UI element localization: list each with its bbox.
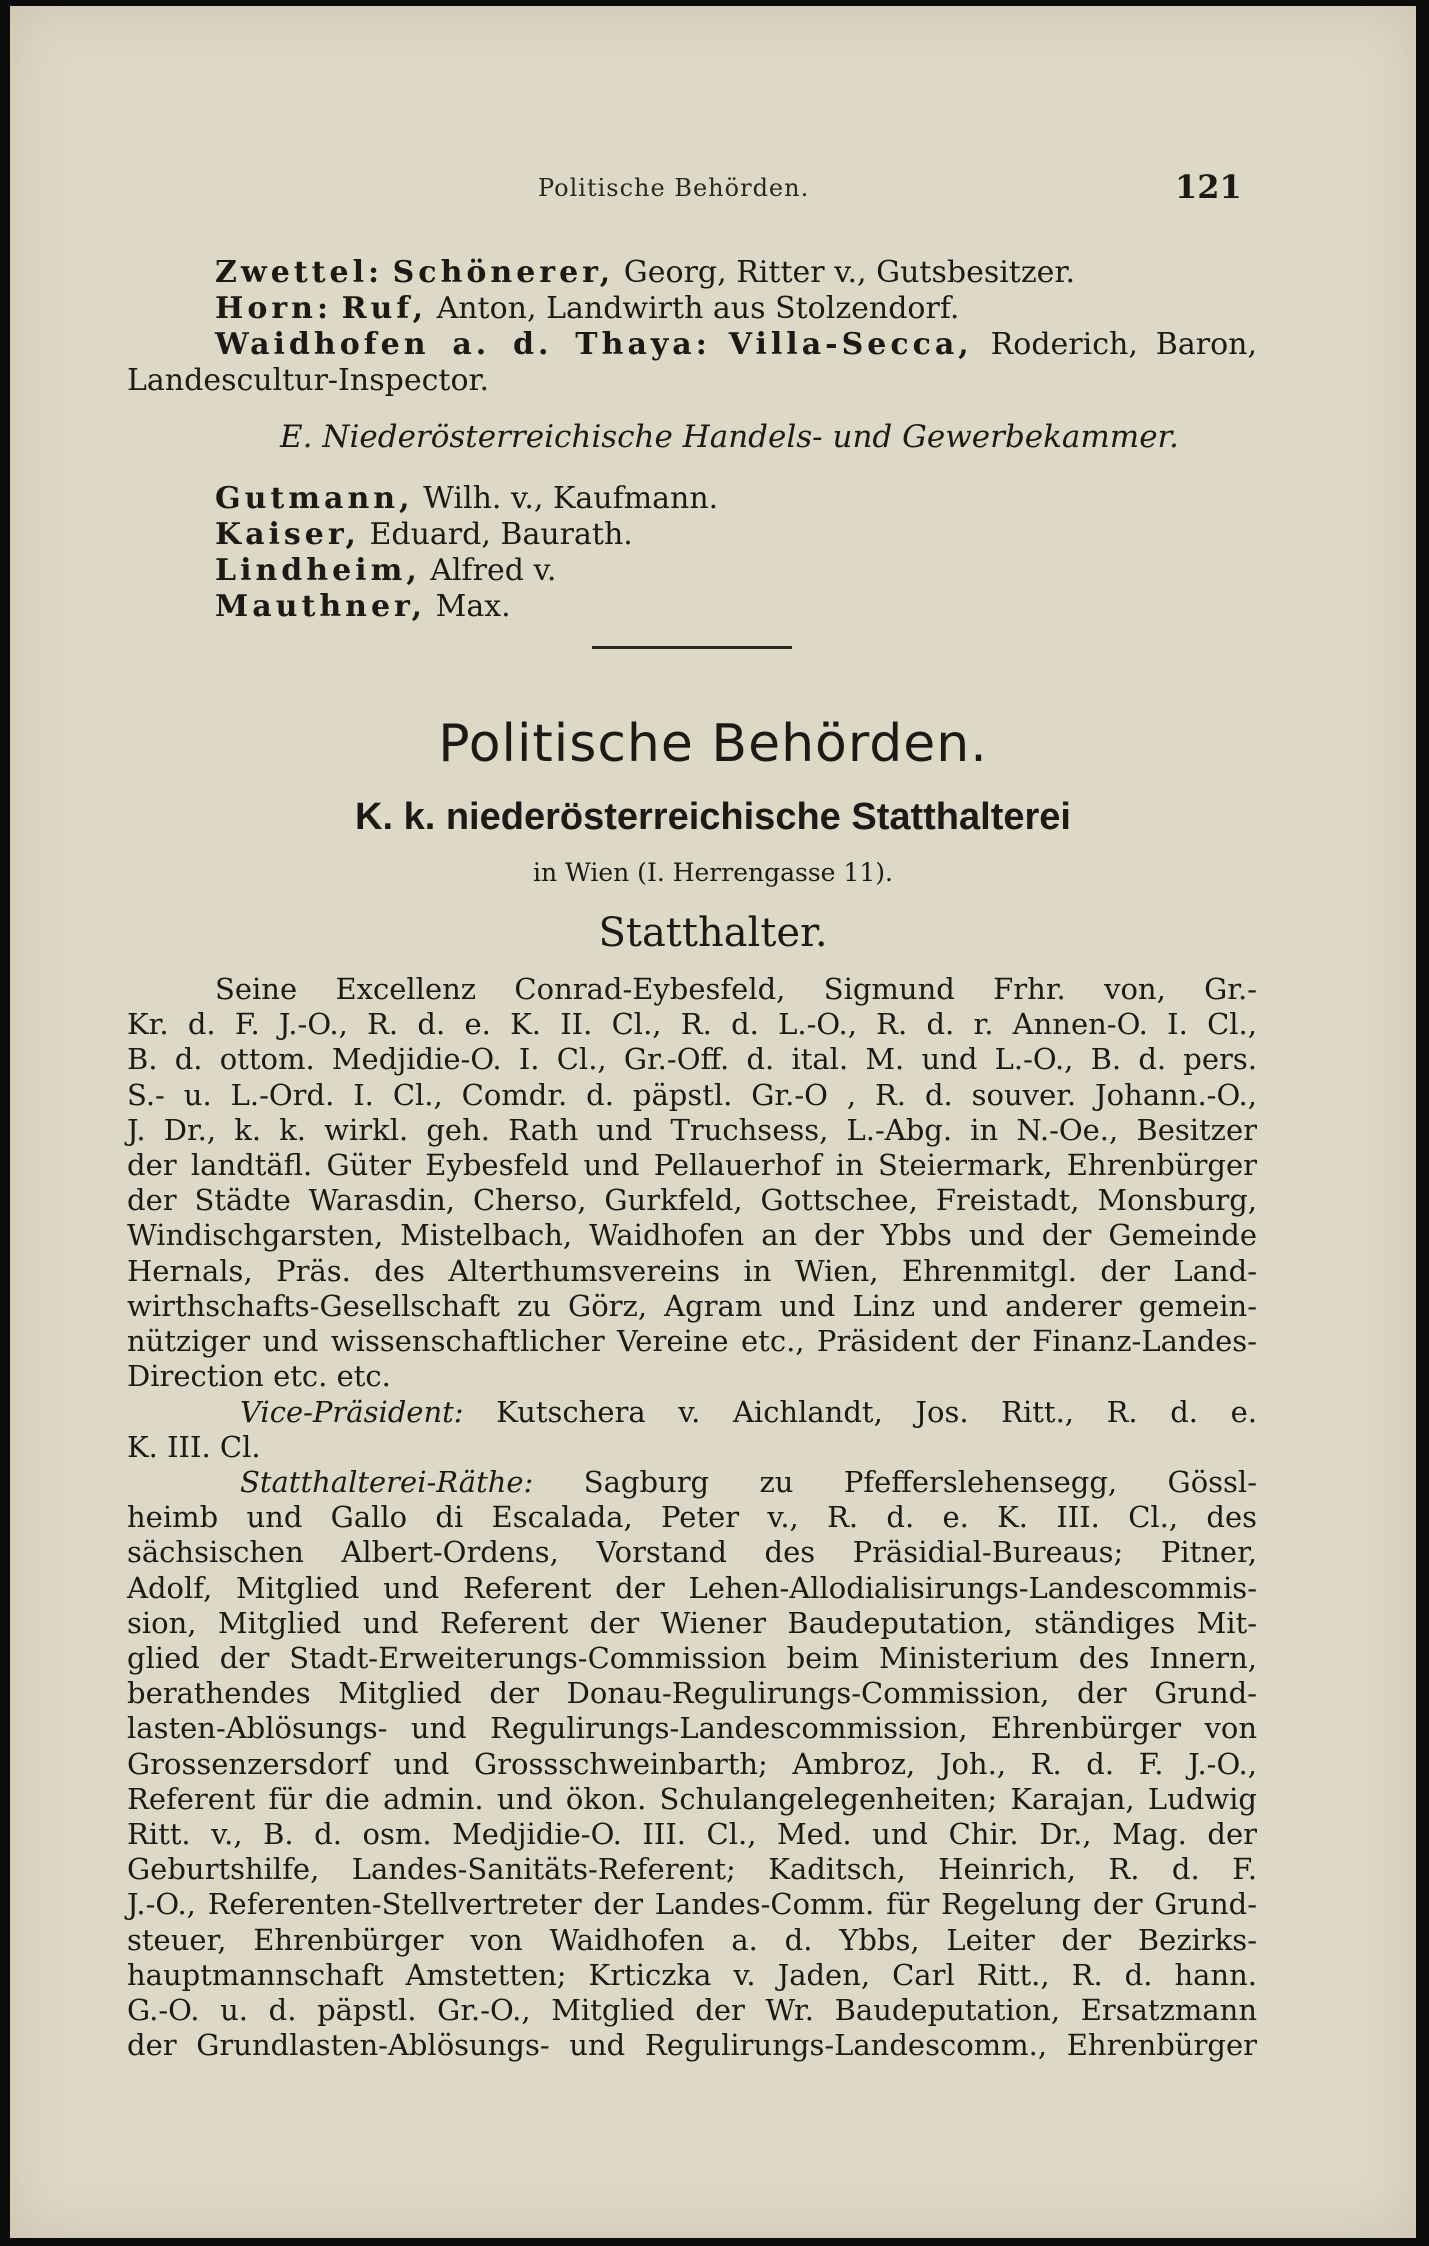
member-mauthner: Mauthner, Max. <box>215 589 511 624</box>
page-number: 121 <box>1175 168 1242 206</box>
entry-zwettel: Zwettel: Schönerer, Georg, Ritter v., Gutsbesitzer. <box>215 255 1076 290</box>
vice-praesident-paragraph: Vice-Präsident: Kutschera v. Aichlandt, Jos. Ritt., R. d. e. K. III. Cl. <box>127 1395 1257 1465</box>
entry-waidhofen-continuation: Landescultur-Inspector. <box>127 363 490 398</box>
office-heading: Statthalter. <box>598 910 828 956</box>
section-e-heading: E. Niederösterreichische Handels- und Gewerbekammer. <box>280 419 1179 455</box>
raethe-paragraph: Statthalterei-Räthe: Sagburg zu Pfefferslehensegg, Gössl- heimb und Gallo di Escalada, Peter v., R. d. e. K. III. Cl., des sächsischen Albert-Ordens, Vorstand des Präsidial-Bureaus; Pitner, Adolf, Mitglied und Referent der Lehen-Allodialisirungs-Landescommis- sion, Mitglied und Referent der Wiener Baudeputation, ständiges Mit- glied der Stadt-Erweiterungs-Commission beim Ministerium des Innern, berathendes Mitglied der Donau-Regulirungs-Commission, der Grund- lasten-Ablösungs- und Regulirungs-Landescommission, Ehrenbürger von Grossenzersdorf und Grossschweinbarth; Ambroz, Joh., R. d. F. J.-O., Referent für die admin. und ökon. Schulangelegenheiten; Karajan, Ludwig Ritt. v., B. d. osm. Medjidie-O. III. Cl., Med. und Chir. Dr., Mag. der Geburtshilfe, Landes-Sanitäts-Referent; Kaditsch, Heinrich, R. d. F. J.-O., Referenten-Stellvertreter der Landes-Comm. für Regelung der Grund- steuer, Ehrenbürger von Waidhofen a. d. Ybbs, Leiter der Bezirks- hauptmannschaft Amstetten; Krticzka v. Jaden, Carl Ritt., R. d. hann. G.-O. u. d. päpstl. Gr.-O., Mitglied der Wr. Baudeputation, Ersatzmann der Grundlasten-Ablösungs- und Regulirungs-Landescomm., Ehrenbürger <box>127 1465 1257 2063</box>
statthalter-paragraph: Seine Excellenz Conrad-Eybesfeld, Sigmund Frhr. von, Gr.- Kr. d. F. J.-O., R. d. e. K. II. Cl., R. d. L.-O., R. d. r. Annen-O. I. Cl., B. d. ottom. Medjidie-O. I. Cl., Gr.-Off. d. ital. M. und L.-O., B. d. pers. S.- u. L.-Ord. I. Cl., Comdr. d. päpstl. Gr.-O , R. d. souver. Johann.-O., J. Dr., k. k. wirkl. geh. Rath und Truchsess, L.-Abg. in N.-Oe., Besitzer der landtäfl. Güter Eybesfeld und Pellauerhof in Steiermark, Ehrenbürger der Städte Warasdin, Cherso, Gurkfeld, Gottschee, Freistadt, Monsburg, Windischgarsten, Mistelbach, Waidhofen an der Ybbs und der Gemeinde Hernals, Präs. des Alterthumsvereins in Wien, Ehrenmitgl. der Land- wirthschafts-Gesellschaft zu Görz, Agram und Linz und anderer gemein- nütziger und wissenschaftlicher Vereine etc., Präsident der Finanz-Landes- Direction etc. etc. <box>127 972 1257 1394</box>
section-divider <box>592 646 792 649</box>
location-line: in Wien (I. Herrengasse 11). <box>533 858 893 887</box>
member-lindheim: Lindheim, Alfred v. <box>215 553 557 588</box>
main-title: Politische Behörden. <box>438 714 988 774</box>
running-header: Politische Behörden. <box>538 174 810 202</box>
book-page <box>10 6 1416 2238</box>
sub-title: K. k. niederösterreichische Statthalterei <box>355 796 1071 838</box>
entry-waidhofen: Waidhofen a. d. Thaya: Villa-Secca, Roderich, Baron, <box>215 327 1257 362</box>
member-gutmann: Gutmann, Wilh. v., Kaufmann. <box>215 481 719 516</box>
entry-horn: Horn: Ruf, Anton, Landwirth aus Stolzendorf. <box>215 291 960 326</box>
member-kaiser: Kaiser, Eduard, Baurath. <box>215 517 633 552</box>
